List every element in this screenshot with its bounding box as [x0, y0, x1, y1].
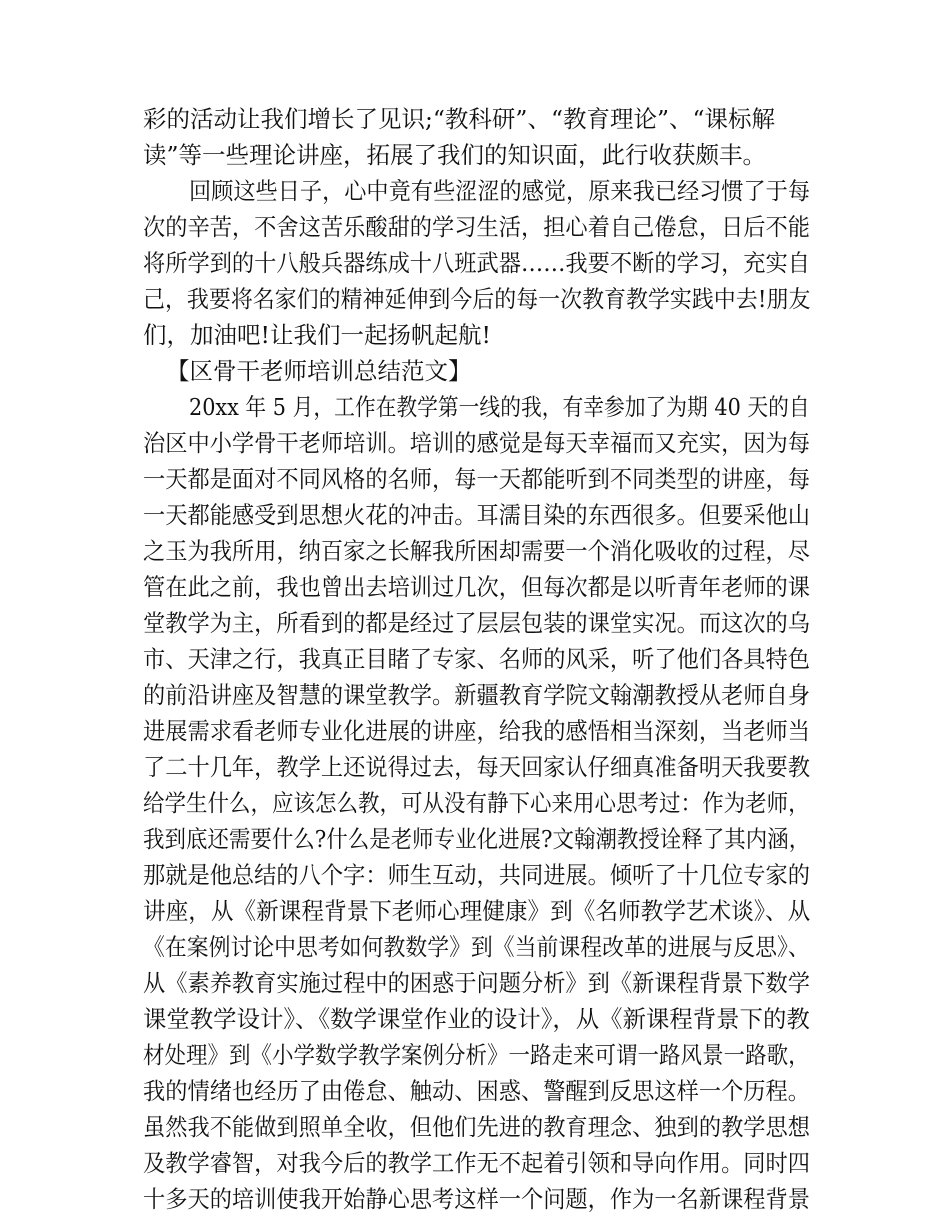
text-line: 管在此之前，我也曾出去培训过几次，但每次都是以听青年老师的课: [143, 573, 811, 601]
text-line: 了二十几年，教学上还说得过去，每天回家认仔细真准备明天我要教: [143, 753, 811, 781]
text-line: 课堂教学设计》、《数学课堂作业的设计》，从《新课程背景下的教: [143, 1005, 810, 1033]
text-line: 己，我要将名家们的精神延伸到今后的每一次教育教学实践中去!朋友: [143, 285, 811, 313]
text-line: 给学生什么，应该怎么教，可从没有静下心来用心思考过：作为老师，: [143, 789, 810, 817]
text-line: 从《素养教育实施过程中的困惑于问题分析》到《新课程背景下数学: [143, 969, 811, 997]
text-line: 那就是他总结的八个字：师生互动，共同进展。倾听了十几位专家的: [143, 861, 811, 889]
text-line: 一天都是面对不同风格的名师，每一天都能听到不同类型的讲座，每: [143, 465, 811, 493]
text-line: 进展需求看老师专业化进展的讲座，给我的感悟相当深刻，当老师当: [143, 717, 811, 745]
text-line: 堂教学为主，所看到的都是经过了层层包装的课堂实况。而这次的乌: [143, 609, 811, 637]
text-line: 的前沿讲座及智慧的课堂教学。新疆教育学院文翰潮教授从老师自身: [143, 681, 811, 709]
text-line: 我的情绪也经历了由倦怠、触动、困惑、警醒到反思这样一个历程。: [143, 1077, 811, 1105]
paragraph-first-line: 20xx 年 5 月，工作在教学第一线的我，有幸参加了为期 40 天的自: [189, 393, 810, 421]
text-line: 十多天的培训使我开始静心思考这样一个问题，作为一名新课程背景: [143, 1185, 811, 1213]
text-line: 读”等一些理论讲座，拓展了我们的知识面，此行收获颇丰。: [143, 141, 767, 169]
section-heading: 【区骨干老师培训总结范文】: [166, 357, 472, 385]
text-line: 《在案例讨论中思考如何教数学》到《当前课程改革的进展与反思》、: [143, 933, 810, 961]
text-line: 次的辛苦，不舍这苦乐酸甜的学习生活，担心着自己倦怠，日后不能: [143, 213, 811, 241]
text-line: 治区中小学骨干老师培训。培训的感觉是每天幸福而又充实，因为每: [143, 429, 811, 457]
text-line: 彩的活动让我们增长了见识;“教科研”、“教育理论”、“课标解: [143, 105, 775, 133]
text-line: 们，加油吧!让我们一起扬帆起航!: [143, 321, 491, 349]
text-line: 之玉为我所用，纳百家之长解我所困却需要一个消化吸收的过程，尽: [143, 537, 811, 565]
paragraph-first-line: 回顾这些日子，心中竟有些涩涩的感觉，原来我已经习惯了于每: [189, 177, 811, 205]
text-line: 虽然我不能做到照单全收，但他们先进的教育理念、独到的教学思想: [143, 1113, 811, 1141]
text-line: 我到底还需要什么?什么是老师专业化进展?文翰潮教授诠释了其内涵，: [143, 825, 811, 853]
text-line: 讲座，从《新课程背景下老师心理健康》到《名师教学艺术谈》、从: [143, 897, 811, 925]
text-line: 市、天津之行，我真正目睹了专家、名师的风采，听了他们各具特色: [143, 645, 811, 673]
text-line: 及教学睿智，对我今后的教学工作无不起着引领和导向作用。同时四: [143, 1149, 811, 1177]
text-line: 将所学到的十八般兵器练成十八班武器……我要不断的学习，充实自: [143, 249, 811, 277]
text-line: 一天都能感受到思想火花的冲击。耳濡目染的东西很多。但要采他山: [143, 501, 811, 529]
text-line: 材处理》到《小学数学教学案例分析》一路走来可谓一路风景一路歌，: [143, 1041, 810, 1069]
